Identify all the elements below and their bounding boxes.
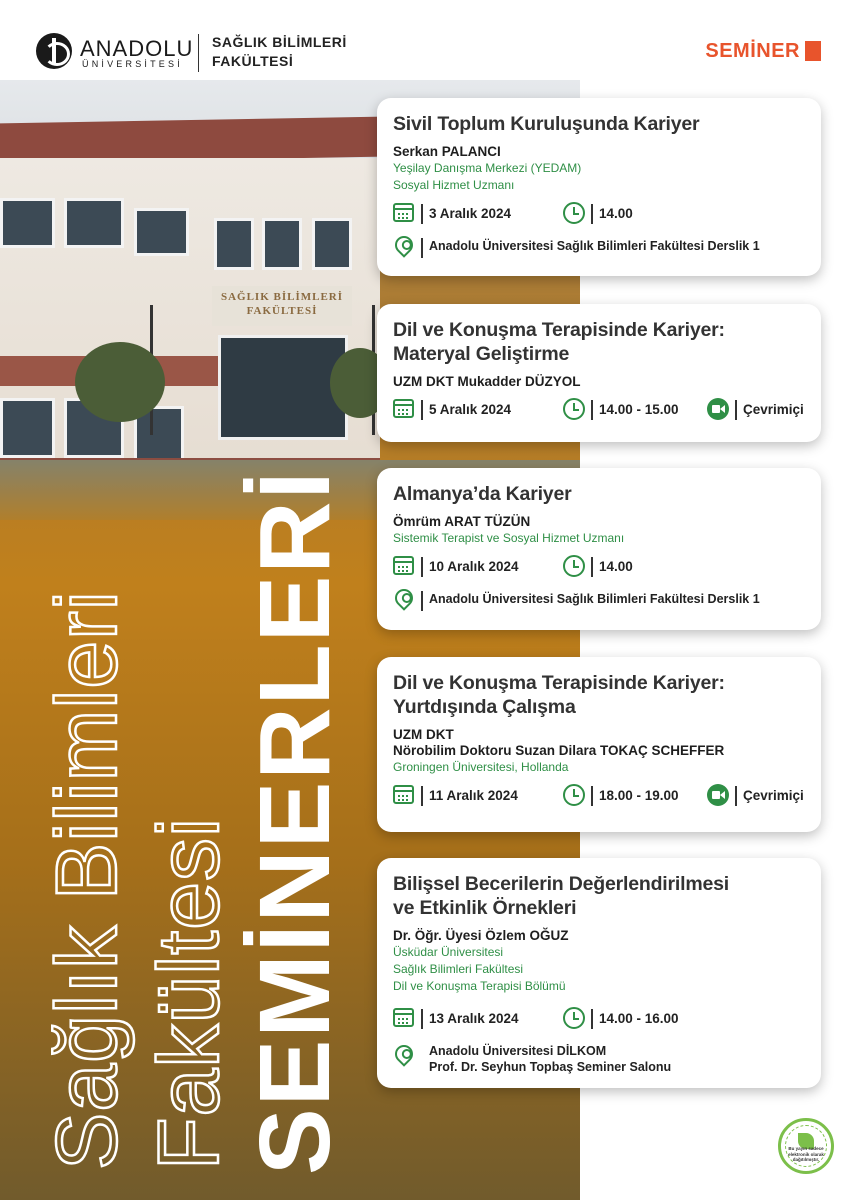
divider [591,786,593,806]
date-time-row [393,784,807,810]
divider [421,204,423,224]
calendar-icon [393,785,414,804]
calendar-icon [393,399,414,418]
seminar-mode: Çevrimiçi [743,788,804,803]
speaker-name: UZM DKT Mukadder DÜZYOL [393,374,581,389]
seminar-time: 14.00 - 15.00 [599,402,679,417]
seminar-location: Anadolu Üniversitesi DİLKOM [429,1044,607,1058]
speaker-affiliation: Sistemik Terapist ve Sosyal Hizmet Uzmanı [393,531,625,545]
seminar-mode: Çevrimiçi [743,402,804,417]
date-time-row [393,398,807,424]
location-pin-icon [391,232,416,257]
speaker-affiliation: Sosyal Hizmet Uzmanı [393,178,515,192]
building-sign-line2: FAKÜLTESİ [246,305,318,317]
clock-icon [563,1007,585,1029]
seminar-title: ve Etkinlik Örnekleri [393,897,577,919]
seminar-location: Prof. Dr. Seyhun Topbaş Seminer Salonu [429,1060,672,1074]
calendar-icon [393,203,414,222]
speaker-affiliation: Üsküdar Üniversitesi [393,945,504,959]
speaker-name: Ömrüm ARAT TÜZÜN [393,514,531,529]
divider [421,400,423,420]
seminar-card [377,858,821,1088]
seminar-title: Dil ve Konuşma Terapisinde Kariyer: [393,672,725,694]
vertical-title-line3: SEMİNERLERİ [239,469,351,1175]
speaker-name: Nörobilim Doktoru Suzan Dilara TOKAÇ SCHEFFER [393,743,725,758]
seminar-time: 14.00 [599,206,633,221]
seminar-date: 13 Aralık 2024 [429,1011,519,1026]
seminar-time: 18.00 - 19.00 [599,788,679,803]
seminar-time: 14.00 - 16.00 [599,1011,679,1026]
divider [735,400,737,420]
seminar-card [377,304,821,442]
seminar-location: Anadolu Üniversitesi Sağlık Bilimleri Fakültesi Derslik 1 [429,592,760,606]
seminar-date: 5 Aralık 2024 [429,402,512,417]
seminar-date: 10 Aralık 2024 [429,559,519,574]
divider [421,786,423,806]
divider [591,1009,593,1029]
divider [591,557,593,577]
location-row [393,589,807,615]
speaker-affiliation: Groningen Üniversitesi, Hollanda [393,760,569,774]
video-icon [707,784,729,806]
speaker-affiliation: Yeşilay Danışma Merkezi (YEDAM) [393,161,582,175]
header-divider [198,34,199,72]
vertical-title-line1: Sağlık Bilimleri [39,590,135,1170]
video-icon [707,398,729,420]
speaker-name: Serkan PALANCI [393,144,501,159]
clock-icon [563,555,585,577]
badge-note: Bu yayın sadece elektronik olarak dağıtılmıştır. [788,1146,824,1162]
seminar-title: Dil ve Konuşma Terapisinde Kariyer: [393,319,725,341]
faculty-name-line1: SAĞLIK BİLİMLERİ [212,34,347,50]
date-time-row [393,555,807,581]
divider [591,400,593,420]
location-pin-icon [391,1041,416,1066]
seminar-title: Yurtdışında Çalışma [393,696,576,718]
speaker-name: UZM DKT [393,727,454,742]
seminar-title: Bilişsel Becerilerin Değerlendirilmesi [393,873,729,895]
seminar-card [377,98,821,276]
clock-icon [563,784,585,806]
seminar-title: Almanya’da Kariyer [393,483,572,505]
divider [421,1009,423,1029]
seminar-date: 11 Aralık 2024 [429,788,518,803]
logo-name: ANADOLU [80,36,194,61]
location-row [393,1041,807,1077]
vertical-title-line2: Fakültesi [141,816,237,1170]
divider [591,204,593,224]
seminar-title: Sivil Toplum Kuruluşunda Kariyer [393,113,700,135]
clock-icon [563,202,585,224]
divider [735,786,737,806]
header [0,0,848,80]
calendar-icon [393,1008,414,1027]
date-time-row [393,202,807,228]
seminar-card [377,468,821,630]
seminar-date: 3 Aralık 2024 [429,206,512,221]
clock-icon [563,398,585,420]
calendar-icon [393,556,414,575]
seminar-time: 14.00 [599,559,633,574]
seminar-location: Anadolu Üniversitesi Sağlık Bilimleri Fakültesi Derslik 1 [429,239,760,253]
date-time-row [393,1007,807,1033]
faculty-name-line2: FAKÜLTESİ [212,53,294,69]
location-pin-icon [391,585,416,610]
seminar-card [377,657,821,832]
seminar-tag: SEMİNER [705,40,800,62]
seminar-tag-bar [805,41,821,61]
divider [421,557,423,577]
university-logo-icon [36,33,72,69]
building-sign-line1: SAĞLIK BİLİMLERİ [220,291,344,303]
speaker-affiliation: Dil ve Konuşma Terapisi Bölümü [393,979,566,993]
seminar-location-block [429,1043,671,1075]
divider [421,238,423,258]
location-row [393,236,807,262]
logo-subtitle: ÜNİVERSİTESİ [82,59,183,69]
seminar-title: Materyal Geliştirme [393,343,570,365]
speaker-name: Dr. Öğr. Üyesi Özlem OĞUZ [393,928,569,943]
divider [421,591,423,611]
speaker-affiliation: Sağlık Bilimleri Fakültesi [393,962,524,976]
